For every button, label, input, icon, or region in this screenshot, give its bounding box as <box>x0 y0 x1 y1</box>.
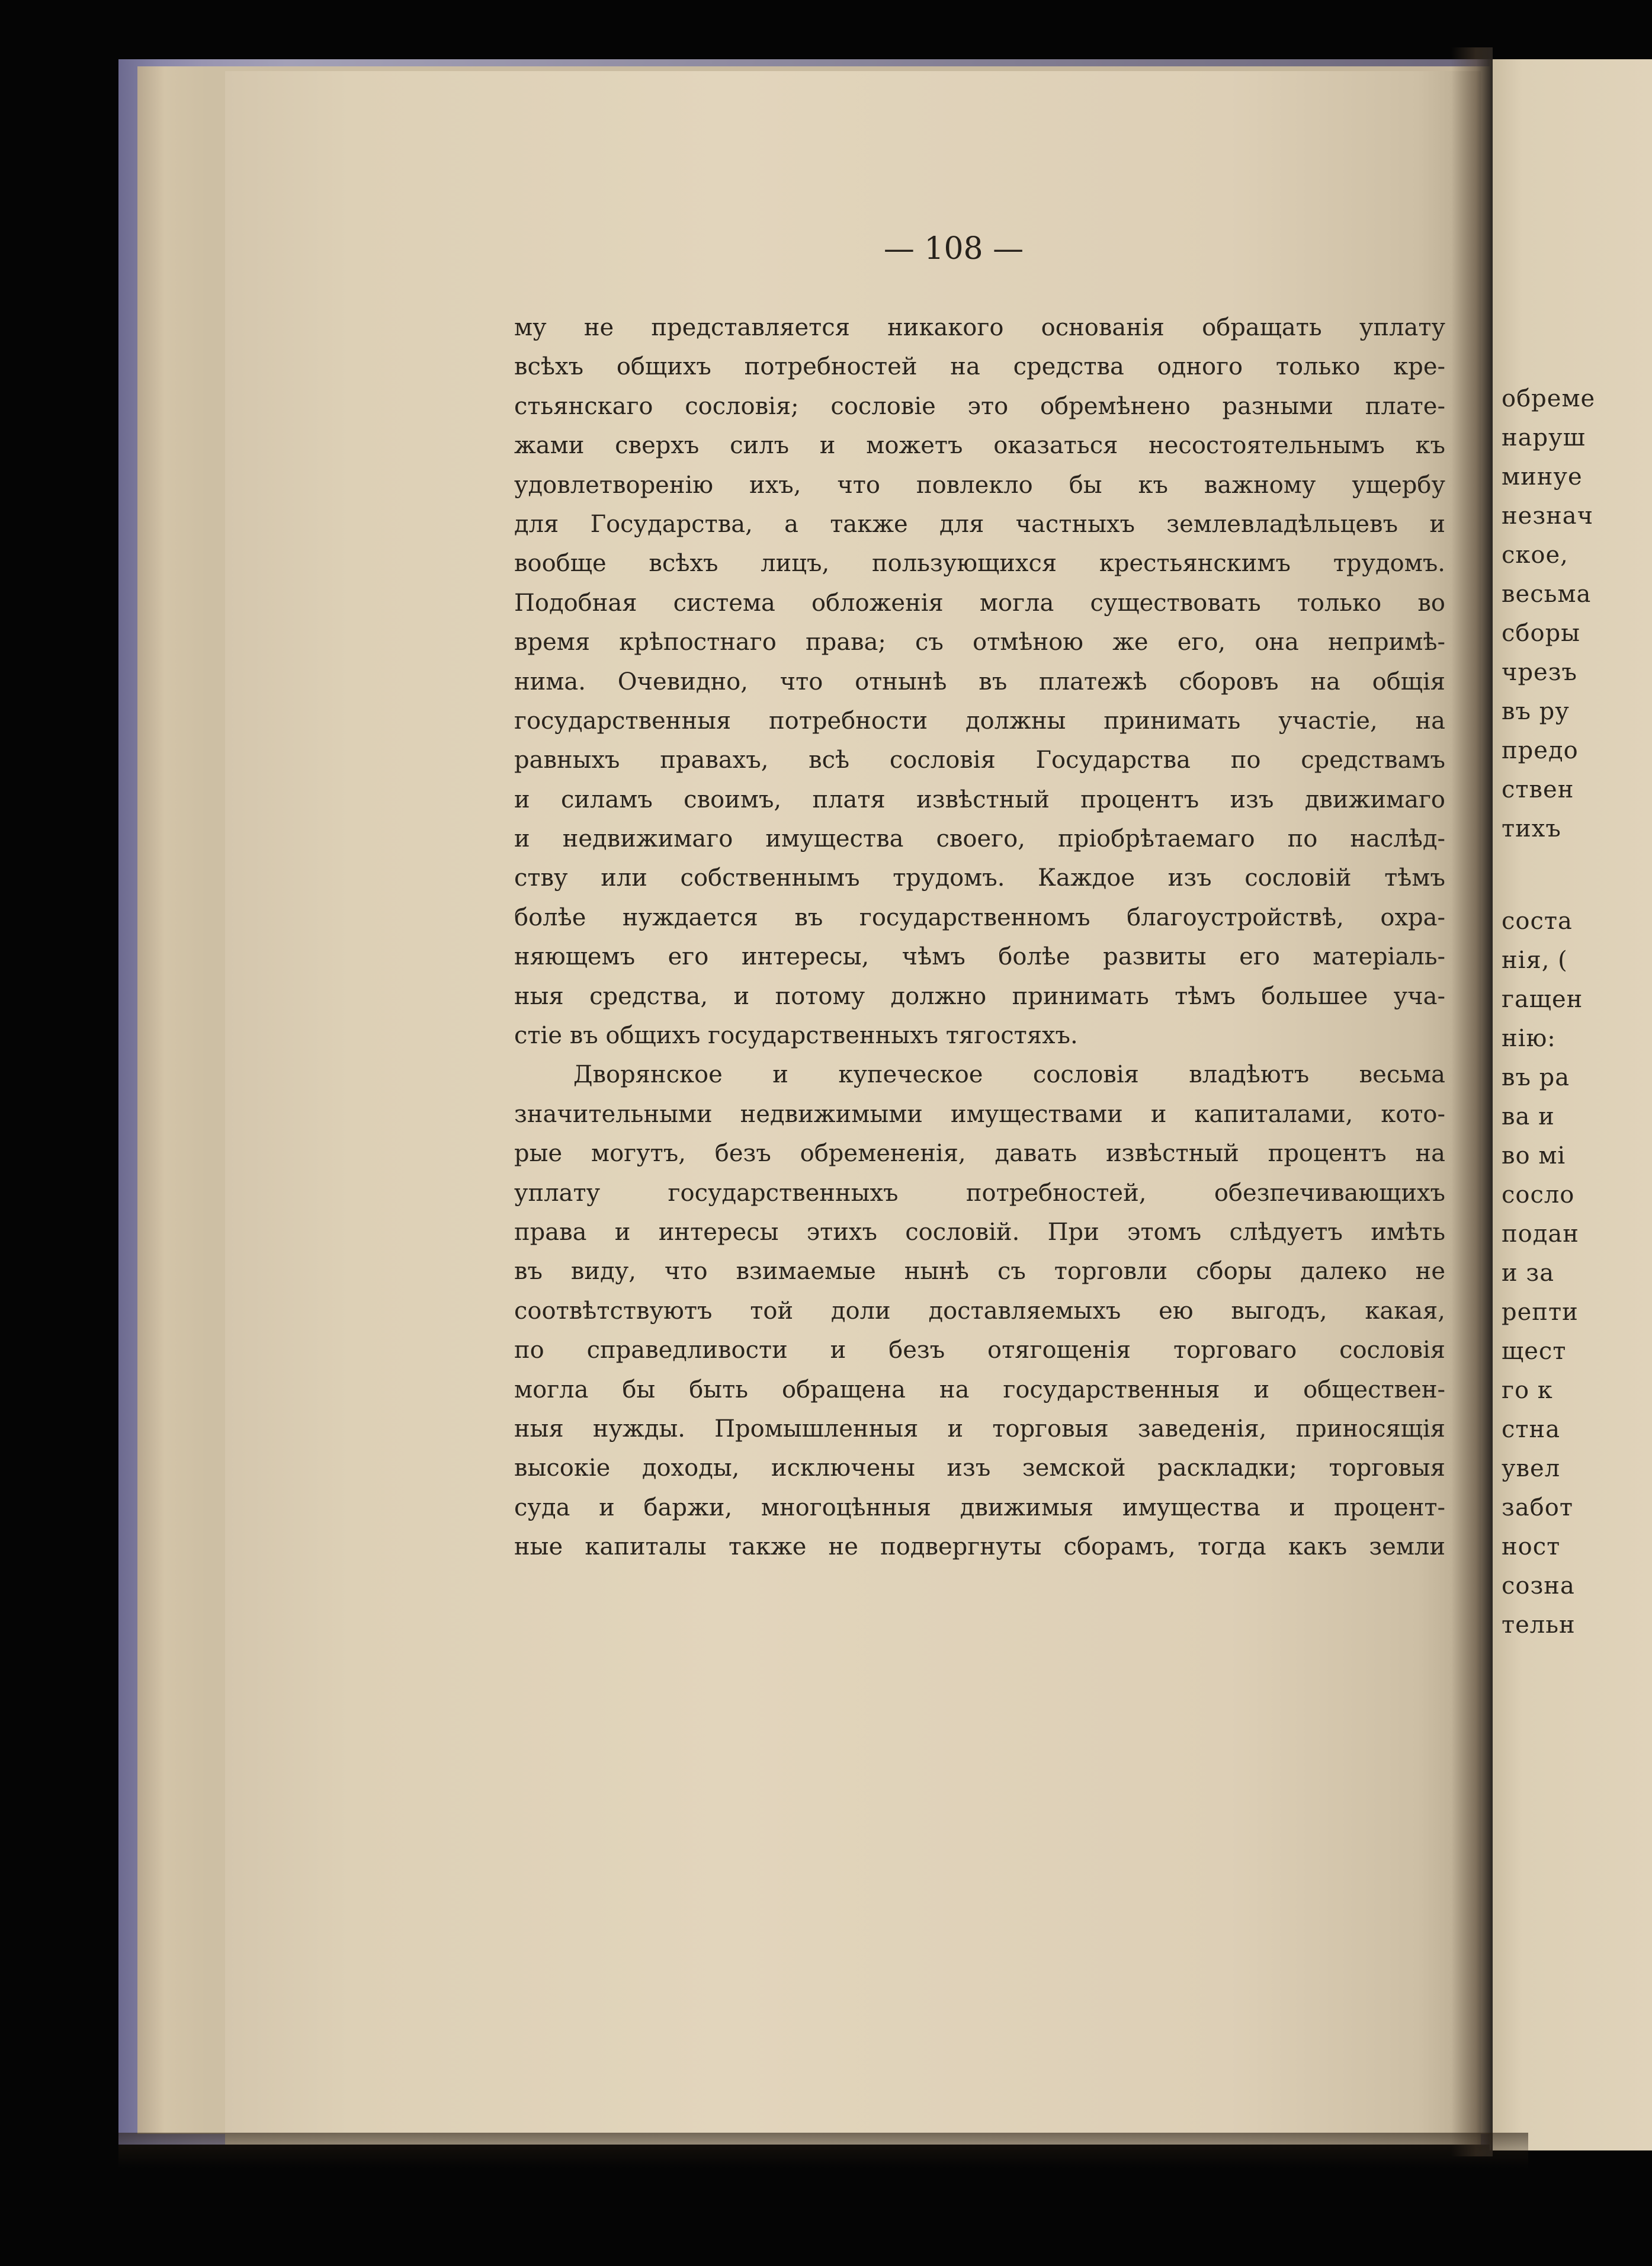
adjacent-page-text <box>1502 379 1652 1645</box>
adjacent-line: забот <box>1502 1494 1573 1521</box>
text-line: государственныя потребности должны принимать участіе, на <box>514 707 1445 735</box>
text-line: и силамъ своимъ, платя извѣстный процентъ изъ движимаго <box>514 786 1445 813</box>
adjacent-line: тельн <box>1502 1611 1576 1639</box>
page-body-text <box>514 308 1445 1567</box>
paragraph-gap <box>1502 848 1652 902</box>
book-gutter <box>1451 47 1493 2156</box>
text-line: ные капиталы также не подвергнуты сборамъ, тогда какъ земли <box>514 1533 1445 1561</box>
adjacent-line: сборы <box>1502 620 1581 647</box>
adjacent-line: чрезъ <box>1502 659 1577 686</box>
text-line: равныхъ правахъ, всѣ сословія Государства по средствамъ <box>514 746 1445 774</box>
text-line: удовлетворенію ихъ, что повлекло бы къ важному ущербу <box>514 471 1445 499</box>
text-line: Подобная система обложенія могла существовать только во <box>514 589 1445 617</box>
text-line: стьянскаго сословія; сословіе это обремѣнено разными плате- <box>514 392 1445 420</box>
adjacent-line: обреме <box>1502 385 1596 412</box>
adjacent-line: щест <box>1502 1338 1567 1365</box>
adjacent-line: незнач <box>1502 502 1594 530</box>
text-line: стіе въ общихъ государственныхъ тягостяхъ. <box>514 1022 1078 1050</box>
text-line: нима. Очевидно, что отнынѣ въ платежѣ сборовъ на общія <box>514 668 1445 695</box>
adjacent-line: въ ра <box>1502 1064 1570 1091</box>
text-line: жами сверхъ силъ и можетъ оказаться несостоятельнымъ къ <box>514 432 1445 460</box>
adjacent-line: предо <box>1502 737 1579 764</box>
text-line: Дворянское и купеческое сословія владѣютъ весьма <box>573 1061 1445 1089</box>
adjacent-line: во мі <box>1502 1142 1566 1169</box>
text-line: всѣхъ общихъ потребностей на средства одного только кре- <box>514 353 1445 381</box>
adjacent-line: увел <box>1502 1455 1561 1482</box>
adjacent-line: соста <box>1502 908 1573 935</box>
adjacent-line: нія, ( <box>1502 947 1568 974</box>
text-line: вообще всѣхъ лицъ, пользующихся крестьянскимъ трудомъ. <box>514 550 1445 578</box>
adjacent-line: ское, <box>1502 541 1568 569</box>
adjacent-line: ност <box>1502 1533 1561 1560</box>
adjacent-line: сосло <box>1502 1181 1575 1209</box>
adjacent-line: весьма <box>1502 581 1592 608</box>
text-line: по справедливости и безъ отягощенія торговаго сословія <box>514 1336 1445 1364</box>
adjacent-line: нію: <box>1502 1025 1556 1052</box>
adjacent-line: репти <box>1502 1299 1579 1326</box>
adjacent-line: стна <box>1502 1416 1561 1443</box>
text-line: и недвижимаго имущества своего, пріобрѣтаемаго по наслѣд- <box>514 825 1445 853</box>
text-line: соотвѣтствуютъ той доли доставляемыхъ ею выгодъ, какая, <box>514 1297 1445 1325</box>
adjacent-line: наруш <box>1502 424 1586 451</box>
adjacent-line: гащен <box>1502 986 1583 1013</box>
adjacent-line: тихъ <box>1502 815 1561 842</box>
adjacent-line: подан <box>1502 1220 1579 1248</box>
text-line: высокіе доходы, исключены изъ земской раскладки; торговыя <box>514 1454 1445 1482</box>
bottom-shadow <box>118 2133 1528 2168</box>
text-line: ныя нужды. Промышленныя и торговыя заведенія, приносящія <box>514 1415 1445 1443</box>
text-line: значительными недвижимыми имуществами и капиталами, кото- <box>514 1100 1445 1128</box>
adjacent-line: го к <box>1502 1377 1553 1404</box>
text-line: уплату государственныхъ потребностей, обезпечивающихъ <box>514 1179 1445 1207</box>
text-line: могла бы быть обращена на государственныя и обществен- <box>514 1376 1445 1403</box>
text-line: му не представляется никакого основанія обращать уплату <box>514 314 1445 341</box>
text-line: ныя средства, и потому должно принимать тѣмъ большее уча- <box>514 982 1445 1010</box>
text-line: права и интересы этихъ сословій. При этомъ слѣдуетъ имѣть <box>514 1218 1445 1246</box>
text-line: ству или собственнымъ трудомъ. Каждое изъ сословій тѣмъ <box>514 864 1445 892</box>
text-line: болѣе нуждается въ государственномъ благоустройствѣ, охра- <box>514 903 1445 931</box>
adjacent-line: минуе <box>1502 463 1583 491</box>
page-number: — 108 — <box>883 231 1024 267</box>
text-line: няющемъ его интересы, чѣмъ болѣе развиты его матеріаль- <box>514 943 1445 971</box>
adjacent-line: и за <box>1502 1259 1555 1287</box>
text-line: для Государства, а также для частныхъ землевладѣльцевъ и <box>514 510 1445 538</box>
adjacent-line: созна <box>1502 1572 1575 1600</box>
adjacent-line: ва и <box>1502 1103 1555 1130</box>
text-line: въ виду, что взимаемые нынѣ съ торговли сборы далеко не <box>514 1258 1445 1286</box>
text-line: время крѣпостнаго права; съ отмѣною же его, она непримѣ- <box>514 629 1445 656</box>
text-line: рые могутъ, безъ обремененія, давать извѣстный процентъ на <box>514 1140 1445 1168</box>
text-line: суда и баржи, многоцѣнныя движимыя имущества и процент- <box>514 1493 1445 1521</box>
adjacent-line: въ ру <box>1502 698 1570 725</box>
adjacent-line: ствен <box>1502 776 1574 803</box>
